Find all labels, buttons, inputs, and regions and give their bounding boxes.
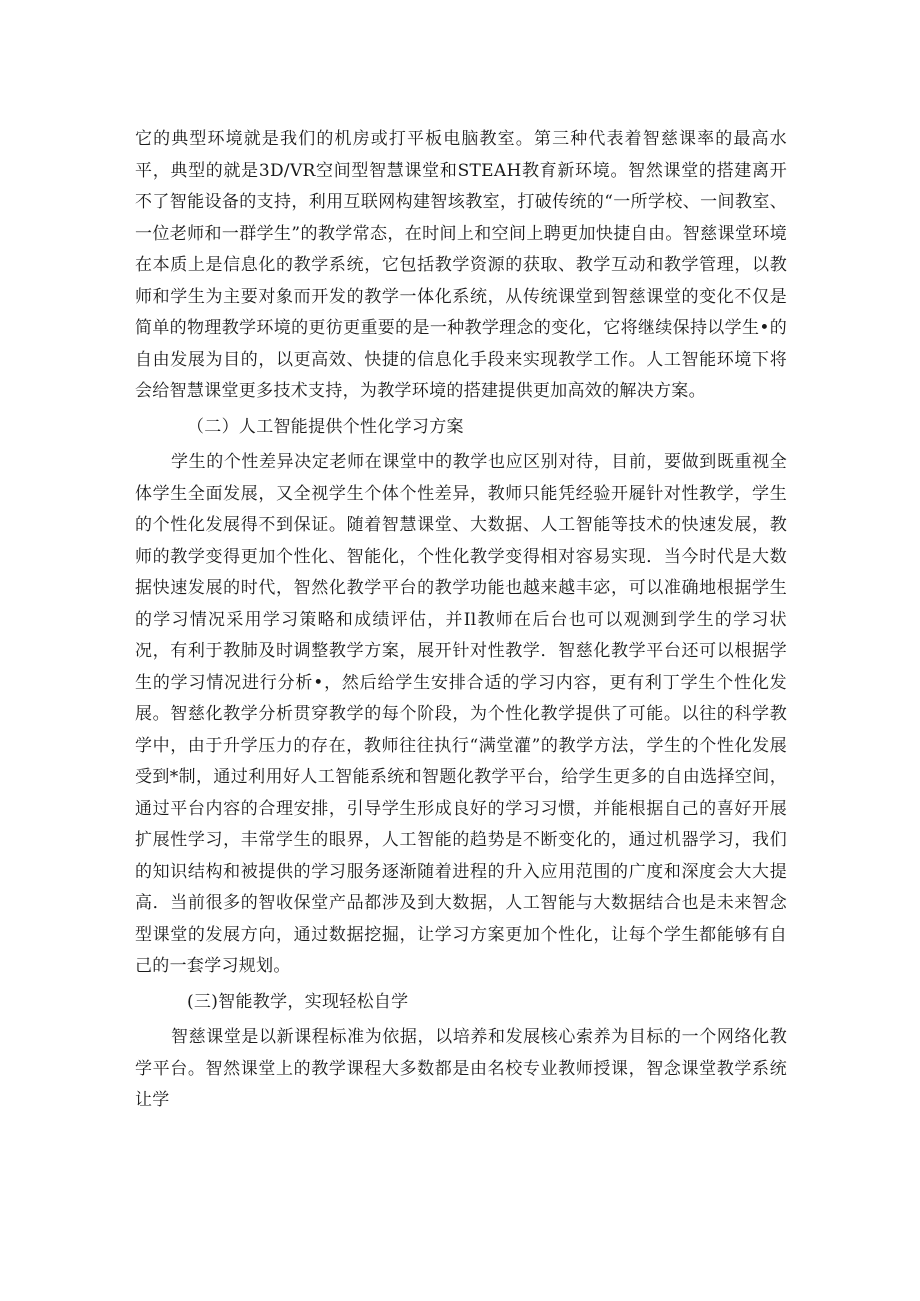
section-heading-2: （二）人工智能提供个性化学习方案: [187, 416, 464, 437]
paragraph-2: 学生的个性差异决定老师在课堂中的教学也应区别对待，目前，要做到既重视全体学生全面发展，又全视学生个体个性差异，教师只能凭经验开屣针对性教学，学生的个性化发展得不到保证。随着智慧课堂、大数据、人工智能等技术的快速发展，教师的教学变得更加个性化、智能化，个性化教学变得相对容易实现．当今时代是大数据快速发展的时代，智然化教学平台的教学功能也越来越丰宓，可以准确地根据学生的学习情况采用学习策略和成绩评估，并Il教师在后台也可以观测到学生的学习状况，有利于教肺及时调整教学方案，展开针对性教学．智慈化教学平台还可以根据学生的学习情况进行分析•，然后给学生安排合适的学习内容，更有利丁学生个性化发展。智慈化教学分析贯穿教学的每个阶段，为个性化教学提供了可能。以往的科学教学中，由于升学压力的存在，教师往往执行“满堂灌”的教学方法，学生的个性化发展受到*制，通过利用好人工智能系统和智题化教学平台，给学生更多的自由选择空间，通过平台内容的合理安排，引导学生形成良好的学习习惯，并能根据自己的喜好开展扩展性学习，丰常学生的眼界，人工智能的趋势是不断变化的，通过机器学习，我们的知识结构和被提供的学习服务逐渐随着进程的升入应用范围的广度和深度会大大提高．当前很多的智收保堂产品都涉及到大数据，人工智能与大数据结合也是未来智念型课堂的发展方向，通过数据挖掘，让学习方案更加个性化，让每个学生都能够有自己的一套学习规划。: [135, 452, 787, 976]
section-heading-3: (三)智能教学，实现轻松自学: [187, 991, 409, 1012]
paragraph-1: 它的典型环境就是我们的机房或打平板电脑教室。第三种代表着智慈课率的最高水平，典型的就是3D/VR空间型智慧课堂和STEAH教育新环境。智然课堂的搭建离开不了智能设备的支持，利用互联网构建智垓教室，打破传统的“一所学校、一间教室、一位老师和一群学生”的教学常态，在时间上和空间上聘更加快捷自由。智慈课堂环境在本质上是信息化的教学系统，它包括教学资源的获取、教学互动和教学管理，以教师和学生为主要对象而开发的教学一体化系统，从传统课堂到智慈课堂的变化不仅是简单的物理教学环境的更彷更重要的是一种教学理念的变化，它将继续保持以学生•的自由发展为目的，以更高效、快捷的信息化手段来实现教学工作。人工智能环境下将会给智慧课堂更多技术支持，为教学环境的搭建提供更加高效的解决方案。: [135, 129, 787, 401]
paragraph-3: 智慈课堂是以新课程标准为依据，以培养和发展核心索养为目标的一个网络化教学平台。智然课堂上的教学课程大多数都是由名校专业教师授课，智念课堂教学系统让学: [135, 1027, 787, 1110]
document-body: [135, 124, 787, 1117]
